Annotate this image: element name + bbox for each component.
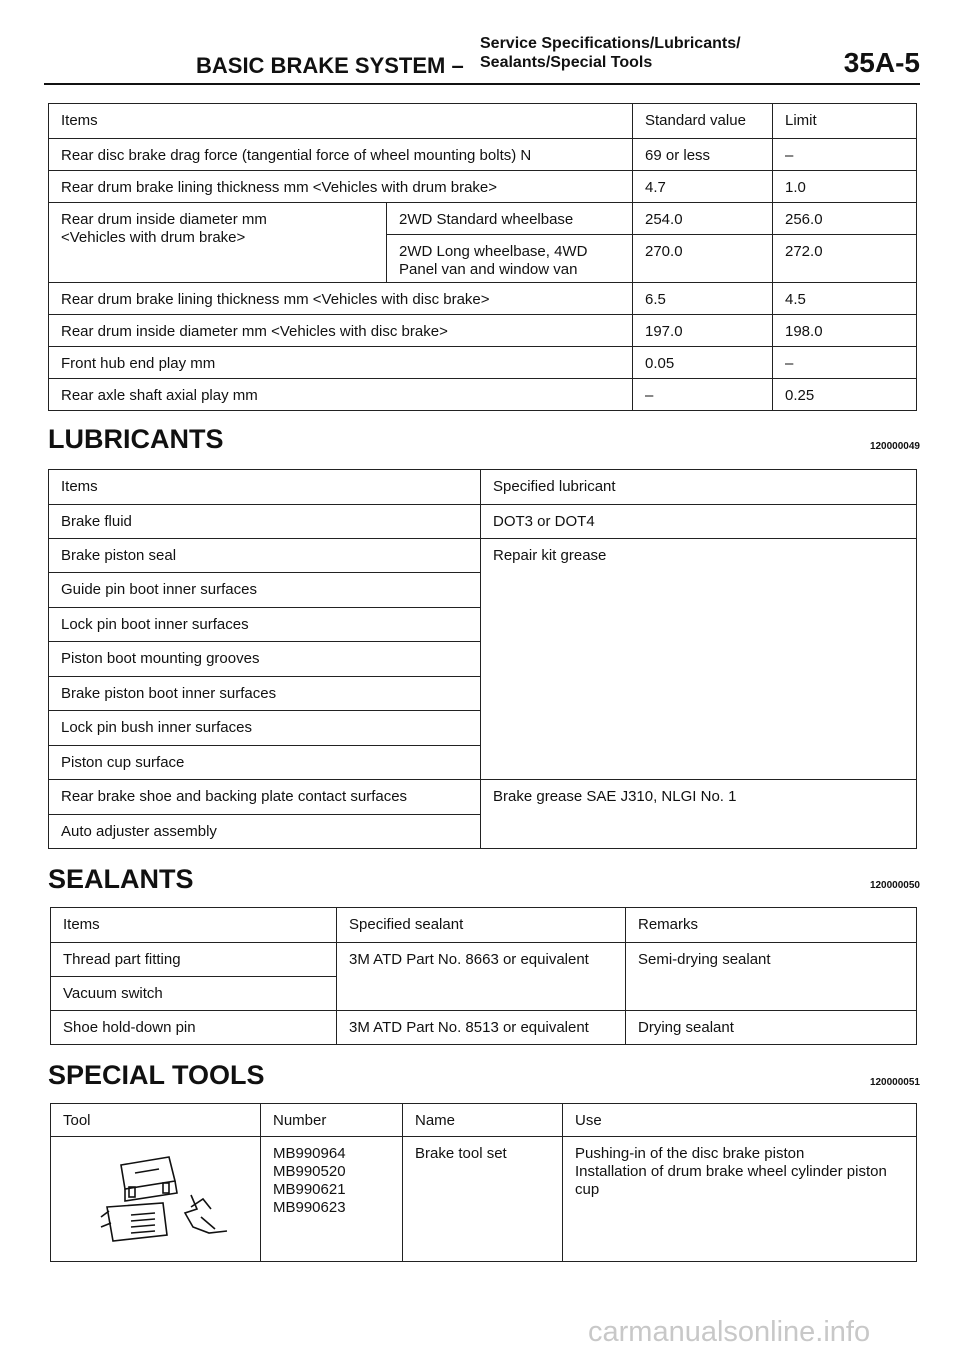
seal-header-items: Items: [51, 908, 337, 943]
spec-subitem: 2WD Long wheelbase, 4WD Panel van and window van: [387, 235, 633, 283]
lub-item: Piston boot mounting grooves: [49, 642, 481, 677]
spec-item: Rear drum brake lining thickness mm <Vehicles with drum brake>: [49, 171, 633, 203]
spec-standard: 4.7: [633, 171, 773, 203]
lub-item: Auto adjuster assembly: [49, 815, 481, 849]
spec-item: Rear drum inside diameter mm <Vehicles with drum brake>: [49, 203, 387, 283]
lub-item: Brake piston boot inner surfaces: [49, 677, 481, 711]
spec-limit: 256.0: [773, 203, 917, 235]
spec-standard: 0.05: [633, 347, 773, 379]
spec-standard: 270.0: [633, 235, 773, 283]
seal-value: 3M ATD Part No. 8663 or equivalent: [337, 943, 626, 1011]
seal-header-sealant: Specified sealant: [337, 908, 626, 943]
page-title: BASIC BRAKE SYSTEM –: [196, 53, 464, 78]
lub-item: Brake piston seal: [49, 539, 481, 573]
tool-name: Brake tool set: [403, 1137, 563, 1262]
tool-use: Pushing-in of the disc brake piston Installation of drum brake wheel cylinder piston cup: [563, 1137, 917, 1262]
sealants-heading: SEALANTS: [48, 864, 194, 894]
spec-header-items: Items: [49, 104, 633, 139]
lubricants-table: [48, 469, 917, 849]
lub-header-items: Items: [49, 470, 481, 505]
lub-value: DOT3 or DOT4: [481, 505, 917, 539]
lub-header-lubricant: Specified lubricant: [481, 470, 917, 505]
spec-item: Front hub end play mm: [49, 347, 633, 379]
spec-item: Rear drum inside diameter mm <Vehicles with disc brake>: [49, 315, 633, 347]
spec-standard: 69 or less: [633, 139, 773, 171]
seal-remark: Semi-drying sealant: [626, 943, 917, 1011]
spec-header-standard: Standard value: [633, 104, 773, 139]
spec-limit: –: [773, 139, 917, 171]
spec-limit: 198.0: [773, 315, 917, 347]
page-number: 35A-5: [843, 47, 920, 78]
lub-value: Repair kit grease: [481, 539, 917, 780]
lub-item: Guide pin boot inner surfaces: [49, 573, 481, 608]
spec-standard: 197.0: [633, 315, 773, 347]
seal-item: Shoe hold-down pin: [51, 1011, 337, 1045]
spec-standard: –: [633, 379, 773, 411]
specifications-table: [48, 103, 917, 411]
seal-remark: Drying sealant: [626, 1011, 917, 1045]
spec-subitem: 2WD Standard wheelbase: [387, 203, 633, 235]
tool-illustration-cell: [51, 1137, 261, 1262]
spec-standard: 254.0: [633, 203, 773, 235]
watermark: carmanualsonline.info: [588, 1316, 871, 1348]
tool-numbers: MB990964 MB990520 MB990621 MB990623: [261, 1137, 403, 1262]
tool-header-number: Number: [261, 1104, 403, 1137]
spec-header-limit: Limit: [773, 104, 917, 139]
special-tools-code: 120000051: [869, 1077, 920, 1088]
tool-header-tool: Tool: [51, 1104, 261, 1137]
lub-value: Brake grease SAE J310, NLGI No. 1: [481, 780, 917, 849]
lub-item: Piston cup surface: [49, 746, 481, 780]
sealants-table: [50, 907, 917, 1045]
spec-standard: 6.5: [633, 283, 773, 315]
lub-item: Lock pin bush inner surfaces: [49, 711, 481, 746]
spec-limit: 4.5: [773, 283, 917, 315]
lubricants-heading: LUBRICANTS: [48, 424, 224, 454]
spec-item: Rear disc brake drag force (tangential force of wheel mounting bolts) N: [49, 139, 633, 171]
tool-header-name: Name: [403, 1104, 563, 1137]
lub-item: Lock pin boot inner surfaces: [49, 608, 481, 642]
lub-item: Rear brake shoe and backing plate contact surfaces: [49, 780, 481, 815]
spec-limit: –: [773, 347, 917, 379]
lubricants-code: 120000049: [869, 441, 920, 452]
seal-value: 3M ATD Part No. 8513 or equivalent: [337, 1011, 626, 1045]
sealants-code: 120000050: [869, 880, 920, 891]
special-tools-table: [50, 1103, 917, 1262]
seal-header-remarks: Remarks: [626, 908, 917, 943]
header-subtitle-line2: Sealants/Special Tools: [480, 54, 653, 71]
spec-limit: 0.25: [773, 379, 917, 411]
lub-item: Brake fluid: [49, 505, 481, 539]
spec-limit: 1.0: [773, 171, 917, 203]
header-subtitle-line1: Service Specifications/Lubricants/: [480, 35, 741, 52]
spec-item: Rear drum brake lining thickness mm <Vehicles with disc brake>: [49, 283, 633, 315]
spec-limit: 272.0: [773, 235, 917, 283]
seal-item: Thread part fitting: [51, 943, 337, 977]
special-tools-heading: SPECIAL TOOLS: [48, 1060, 265, 1090]
header-rule: [44, 83, 920, 85]
seal-item: Vacuum switch: [51, 977, 337, 1011]
spec-item: Rear axle shaft axial play mm: [49, 379, 633, 411]
tool-header-use: Use: [563, 1104, 917, 1137]
brake-tool-set-illustration: [51, 1137, 261, 1256]
